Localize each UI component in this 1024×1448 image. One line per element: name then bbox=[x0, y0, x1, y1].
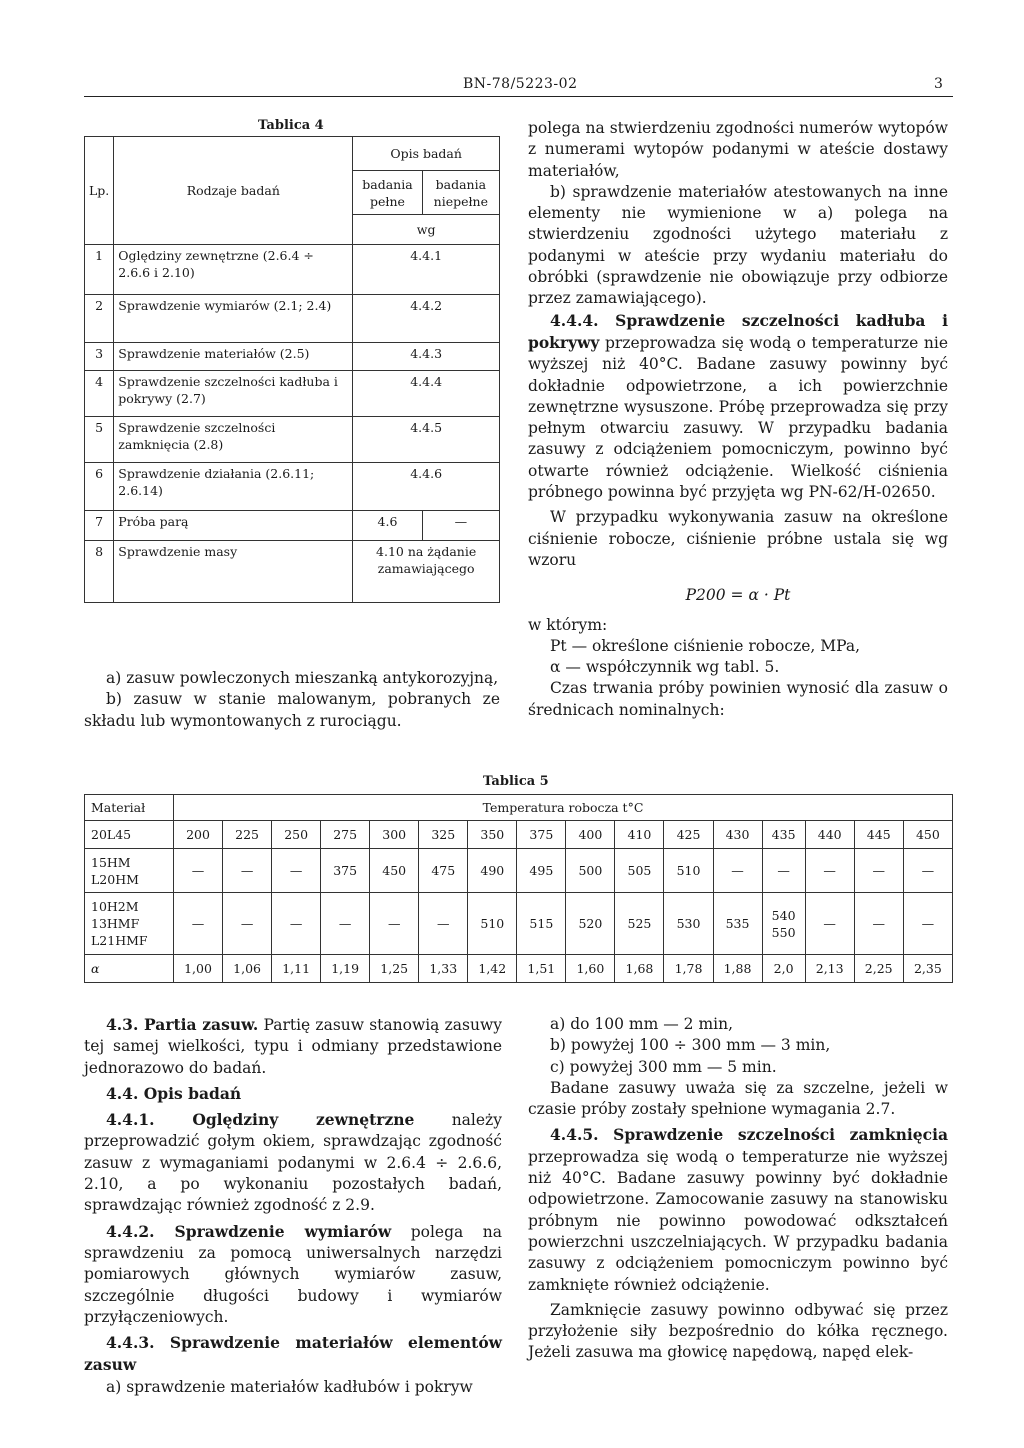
t5-mat: α bbox=[85, 955, 174, 983]
section-43 bbox=[84, 1014, 502, 1079]
t5-cell: 425 bbox=[664, 821, 713, 849]
t4-name: Sprawdzenie szczelności zamknięcia (2.8) bbox=[114, 417, 353, 463]
t5-cell: 225 bbox=[223, 821, 272, 849]
t4-lp: 6 bbox=[85, 463, 114, 511]
t4-lp: 2 bbox=[85, 295, 114, 343]
t5-cell: — bbox=[762, 849, 805, 893]
right-p5: w którym: bbox=[528, 615, 608, 634]
t5-cell: 515 bbox=[517, 893, 566, 955]
header-rule bbox=[84, 96, 953, 97]
t5-cell: — bbox=[223, 849, 272, 893]
t5-cell: 1,51 bbox=[517, 955, 566, 983]
t5-cell: 375 bbox=[517, 821, 566, 849]
t4-lp: 8 bbox=[85, 541, 114, 603]
t5-cell: 1,19 bbox=[321, 955, 370, 983]
t5-cell: 1,68 bbox=[615, 955, 664, 983]
t5-cell: 1,88 bbox=[713, 955, 762, 983]
duration-a: a) do 100 mm — 2 min, bbox=[550, 1015, 734, 1033]
t5-cell: 450 bbox=[370, 849, 419, 893]
t4-name: Sprawdzenie masy bbox=[114, 541, 353, 603]
t5-cell: 520 bbox=[566, 893, 615, 955]
t5-cell: 2,25 bbox=[854, 955, 903, 983]
t4-ref: 4.4.5 bbox=[353, 417, 500, 463]
table4-title: Tablica 4 bbox=[258, 118, 324, 133]
t5-cell: 410 bbox=[615, 821, 664, 849]
section-445-heading: 4.4.5. Sprawdzenie szczelności zamknięcia bbox=[550, 1125, 948, 1145]
t5-cell: 540 550 bbox=[762, 893, 805, 955]
t5-cell: 510 bbox=[664, 849, 713, 893]
t5-cell: 435 bbox=[762, 821, 805, 849]
t4-ref: 4.4.2 bbox=[353, 295, 500, 343]
section-444-body: przeprowadza się wodą o temperaturze nie wyższej niż 40°C. Badane zasuwy powinny być dokładnie odpowietrzone, a ich powierzchnie zewnętrzne wysuszone. Próbę przeprowadza się przy pełnym otwarciu zasuwy. W przypadku badania zasuwy z odciążeniem pomocniczym, powinno być otwarte również odciążenie. Wielkość ciśnienia próbnego powinna być przyjęta wg PN-62/H-02650. bbox=[528, 333, 948, 502]
t5-cell: — bbox=[272, 849, 321, 893]
table-row bbox=[85, 417, 500, 463]
t5-cell: 450 bbox=[903, 821, 952, 849]
bottom-right-block bbox=[528, 1014, 948, 1364]
right-top-block bbox=[528, 118, 948, 721]
t5-cell: 300 bbox=[370, 821, 419, 849]
t5-cell: 535 bbox=[713, 893, 762, 955]
bottom-left-block bbox=[84, 1014, 502, 1398]
t5-cell: 475 bbox=[419, 849, 468, 893]
t4-lp: 4 bbox=[85, 371, 114, 417]
t4-header-wg: wg bbox=[353, 215, 500, 245]
t4-header-opis: Opis badań bbox=[353, 137, 500, 171]
t5-header-temp: Temperatura robocza t°C bbox=[174, 795, 953, 821]
duration-b: b) powyżej 100 ÷ 300 mm — 3 min, bbox=[550, 1036, 831, 1055]
t5-cell: 530 bbox=[664, 893, 713, 955]
t5-cell: — bbox=[903, 893, 952, 955]
t5-cell: — bbox=[174, 849, 223, 893]
section-443-a: a) sprawdzenie materiałów kadłubów i pokryw bbox=[106, 1377, 473, 1396]
t5-cell: — bbox=[174, 893, 223, 955]
section-445 bbox=[528, 1124, 948, 1295]
right-p7: α — współczynnik wg tabl. 5. bbox=[550, 658, 780, 677]
t4-name: Oględziny zewnętrzne (2.6.4 ÷ 2.6.6 i 2.10) bbox=[114, 245, 353, 295]
table-row bbox=[85, 245, 500, 295]
t4-ref: 4.4.6 bbox=[353, 463, 500, 511]
t5-cell: — bbox=[223, 893, 272, 955]
t5-cell: 275 bbox=[321, 821, 370, 849]
section-444-heading: 4.4.4. Sprawdzenie szczelności kadłuba i pokrywy bbox=[528, 310, 948, 352]
section-442-body: polega na sprawdzeniu za pomocą uniwersalnych narzędzi pomiarowych głównych wymiarów zasuw, szczególnie długości budowy i wymiarów przyłączeniowych. bbox=[84, 1222, 502, 1326]
t5-cell: 375 bbox=[321, 849, 370, 893]
t5-cell: 1,06 bbox=[223, 955, 272, 983]
t5-cell: 2,35 bbox=[903, 955, 952, 983]
duration-c: c) powyżej 300 mm — 5 min. bbox=[550, 1057, 777, 1076]
t4-partial: — bbox=[422, 511, 499, 541]
section-443-heading: 4.4.3. Sprawdzenie materiałów elementów zasuw bbox=[84, 1333, 502, 1375]
t4-ref: 4.4.3 bbox=[353, 343, 500, 371]
table-row bbox=[85, 511, 500, 541]
t5-cell: 500 bbox=[566, 849, 615, 893]
t5-cell: 400 bbox=[566, 821, 615, 849]
t5-mat: 15HM L20HM bbox=[85, 849, 174, 893]
t5-cell: — bbox=[419, 893, 468, 955]
t5-cell: 510 bbox=[468, 893, 517, 955]
table-row bbox=[85, 343, 500, 371]
t5-cell: 430 bbox=[713, 821, 762, 849]
t4-name: Próba parą bbox=[114, 511, 353, 541]
t4-header-rodzaje: Rodzaje badań bbox=[114, 137, 353, 245]
t5-cell: — bbox=[903, 849, 952, 893]
t4-header-niepelne: badania niepełne bbox=[422, 171, 499, 215]
right-bottom-p2: Zamknięcie zasuwy powinno odbywać się przez przyłożenie siły bezpośrednio do kółka ręcznego. Jeżeli zasuwa ma głowicę napędową, napęd elek- bbox=[528, 1300, 948, 1362]
t5-cell: 2,0 bbox=[762, 955, 805, 983]
right-bottom-p1: Badane zasuwy uważa się za szczelne, jeżeli w czasie próby zostały spełnione wymagania 2.7. bbox=[528, 1078, 948, 1119]
section-443 bbox=[84, 1332, 502, 1377]
section-442 bbox=[84, 1221, 502, 1328]
table-row bbox=[85, 849, 953, 893]
t5-cell: 440 bbox=[805, 821, 854, 849]
section-441 bbox=[84, 1109, 502, 1216]
t5-mat: 10H2M 13HMF L21HMF bbox=[85, 893, 174, 955]
section-441-body: należy przeprowadzić gołym okiem, sprawdzając zgodność zasuw z wymaganiami podanymi w 2.6.4 ÷ 2.6.6, 2.10, a po wykonaniu pozostałych badań, sprawdzając również zgodność z 2.9. bbox=[84, 1111, 502, 1215]
t5-cell: 1,60 bbox=[566, 955, 615, 983]
table4 bbox=[84, 136, 500, 603]
left-item-a: a) zasuw powleczonych mieszanką antykorozyjną, bbox=[106, 669, 499, 687]
t5-cell: 1,11 bbox=[272, 955, 321, 983]
t4-lp: 3 bbox=[85, 343, 114, 371]
t4-name: Sprawdzenie szczelności kadłuba i pokrywy (2.7) bbox=[114, 371, 353, 417]
right-p6: Pt — określone ciśnienie robocze, MPa, bbox=[550, 636, 861, 655]
t5-cell: 490 bbox=[468, 849, 517, 893]
table-row bbox=[85, 821, 953, 849]
t5-cell: — bbox=[713, 849, 762, 893]
right-p4: W przypadku wykonywania zasuw na określone ciśnienie robocze, ciśnienie próbne ustala się wg wzoru bbox=[528, 508, 948, 569]
t4-lp: 5 bbox=[85, 417, 114, 463]
table-row bbox=[85, 371, 500, 417]
left-text-block bbox=[84, 668, 500, 732]
table-row bbox=[85, 955, 953, 983]
t5-cell: — bbox=[854, 893, 903, 955]
t5-cell: — bbox=[370, 893, 419, 955]
t5-cell: 445 bbox=[854, 821, 903, 849]
t5-cell: 200 bbox=[174, 821, 223, 849]
page-number: 3 bbox=[934, 76, 943, 92]
table-row bbox=[85, 463, 500, 511]
table5 bbox=[84, 794, 953, 983]
t5-cell: — bbox=[854, 849, 903, 893]
right-p1: polega na stwierdzeniu zgodności numerów wytopów z numerami wytopów podanymi w ateście dostawy materiałów, bbox=[528, 119, 948, 180]
right-p8: Czas trwania próby powinien wynosić dla zasuw o średnicach nominalnych: bbox=[528, 679, 948, 719]
t5-cell: 1,78 bbox=[664, 955, 713, 983]
table-row bbox=[85, 295, 500, 343]
right-p2: b) sprawdzenie materiałów atestowanych na inne elementy nie wymienione w a) polega na stwierdzeniu zgodności użytego materiału z podanymi w ateście przy wydaniu materiału do obróbki (sprawdzenie nie obowiązuje przy odbiorze przez zamawiającego). bbox=[528, 182, 948, 308]
t5-cell: 1,25 bbox=[370, 955, 419, 983]
t4-full: 4.6 bbox=[353, 511, 422, 541]
t5-cell: 1,00 bbox=[174, 955, 223, 983]
section-444 bbox=[528, 310, 948, 504]
t4-ref: 4.4.1 bbox=[353, 245, 500, 295]
t5-cell: 505 bbox=[615, 849, 664, 893]
formula: P200 = α · Pt bbox=[685, 586, 791, 605]
t5-cell: — bbox=[321, 893, 370, 955]
t4-ref: 4.4.4 bbox=[353, 371, 500, 417]
t4-lp: 7 bbox=[85, 511, 114, 541]
section-43-body: Partię zasuw stanowią zasuwy tej samej wielkości, typu i odmiany przedstawione jednorazowo do badań. bbox=[84, 1016, 502, 1077]
table-row bbox=[85, 541, 500, 603]
t4-name: Sprawdzenie materiałów (2.5) bbox=[114, 343, 353, 371]
t5-header-material: Materiał bbox=[85, 795, 174, 821]
t5-cell: — bbox=[805, 849, 854, 893]
t5-cell: — bbox=[805, 893, 854, 955]
t5-cell: — bbox=[272, 893, 321, 955]
t4-header-pelne: badania pełne bbox=[353, 171, 422, 215]
t5-cell: 525 bbox=[615, 893, 664, 955]
t4-ref: 4.10 na żądanie zamawiającego bbox=[353, 541, 500, 603]
t4-lp: 1 bbox=[85, 245, 114, 295]
t5-cell: 350 bbox=[468, 821, 517, 849]
t5-cell: 1,42 bbox=[468, 955, 517, 983]
t5-cell: 250 bbox=[272, 821, 321, 849]
left-item-b: b) zasuw w stanie malowanym, pobranych ze składu lub wymontowanych z rurociągu. bbox=[84, 690, 500, 730]
section-441-heading: 4.4.1. Oględziny zewnętrzne bbox=[106, 1110, 415, 1130]
section-43-heading: 4.3. Partia zasuw. bbox=[106, 1015, 259, 1034]
t4-name: Sprawdzenie działania (2.6.11; 2.6.14) bbox=[114, 463, 353, 511]
section-442-heading: 4.4.2. Sprawdzenie wymiarów bbox=[106, 1221, 392, 1241]
section-44-heading: 4.4. Opis badań bbox=[106, 1083, 242, 1103]
document-code: BN-78/5223-02 bbox=[463, 76, 578, 92]
t5-cell: 495 bbox=[517, 849, 566, 893]
t4-name: Sprawdzenie wymiarów (2.1; 2.4) bbox=[114, 295, 353, 343]
t4-header-lp: Lp. bbox=[85, 137, 114, 245]
t5-cell: 325 bbox=[419, 821, 468, 849]
section-44 bbox=[84, 1083, 502, 1105]
table5-title: Tablica 5 bbox=[483, 774, 549, 789]
table-row bbox=[85, 893, 953, 955]
section-445-body: przeprowadza się wodą o temperaturze nie wyższej niż 40°C. Badane zasuwy powinny być dokładnie odpowietrzone. Zamocowanie zasuwy na stanowisku próbnym nie powinno powodować odkształceń powierzchni uszczelniających. W przypadku badania zasuwy z odciążeniem pomocniczym powinno być zamknięte również odciążenie. bbox=[528, 1147, 948, 1294]
t5-mat: 20L45 bbox=[85, 821, 174, 849]
t5-cell: 2,13 bbox=[805, 955, 854, 983]
t5-cell: 1,33 bbox=[419, 955, 468, 983]
